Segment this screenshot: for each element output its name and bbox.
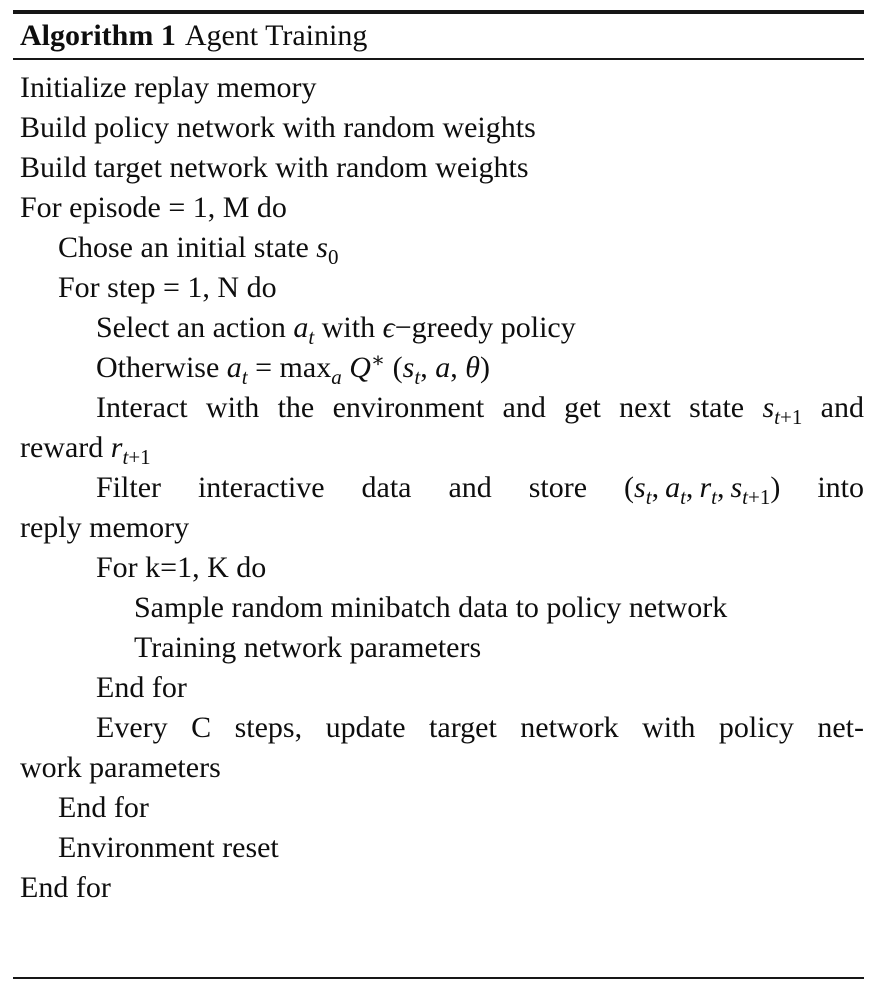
algorithm-segment: a bbox=[331, 365, 342, 389]
algorithm-segment: ϵ bbox=[382, 311, 395, 344]
algorithm-segment: = max bbox=[247, 351, 332, 384]
algorithm-line bbox=[13, 348, 864, 388]
algorithm-segment: reward bbox=[20, 431, 111, 464]
algorithm-line bbox=[13, 188, 864, 228]
algorithm-segment: a bbox=[435, 351, 451, 384]
algorithm-line bbox=[13, 68, 864, 108]
algorithm-segment: ) into bbox=[770, 471, 864, 504]
algorithm-segment: Q bbox=[349, 351, 371, 384]
algorithm-segment: s bbox=[762, 391, 775, 424]
algorithm-segment: For episode = 1, M do bbox=[20, 191, 287, 224]
algorithm-segment: , bbox=[420, 351, 436, 384]
algorithm-segment: Filter interactive data and store ( bbox=[96, 471, 635, 504]
algorithm-segment: reply memory bbox=[20, 511, 190, 544]
algorithm-segment: Training network parameters bbox=[134, 631, 482, 664]
algorithm-line bbox=[13, 628, 864, 668]
algorithm-segment: −greedy policy bbox=[394, 311, 576, 344]
bottom-rule bbox=[13, 977, 864, 979]
algorithm-segment: ∗ bbox=[370, 348, 386, 372]
algorithm-label: Algorithm 1 bbox=[20, 19, 176, 52]
algorithm-segment: and bbox=[802, 391, 864, 424]
algorithm-segment: For k=1, K do bbox=[96, 551, 267, 584]
algorithm-segment: s bbox=[730, 471, 743, 504]
algorithm-segment: Every C steps, update target network with policy net- bbox=[96, 711, 864, 744]
algorithm-segment: , bbox=[685, 471, 700, 504]
algorithm-segment: t bbox=[308, 325, 315, 349]
algorithm-segment: t bbox=[742, 485, 749, 508]
algorithm-line bbox=[13, 708, 864, 748]
algorithm-line bbox=[13, 268, 864, 308]
algorithm-segment: , bbox=[450, 351, 466, 384]
algorithm-line bbox=[13, 788, 864, 828]
algorithm-segment: Chose an initial state bbox=[58, 231, 317, 264]
algorithm-segment: t bbox=[645, 485, 652, 508]
algorithm-line bbox=[13, 468, 864, 508]
algorithm-segment: with bbox=[314, 311, 383, 344]
algorithm-segment: ) bbox=[479, 351, 490, 384]
algorithm-segment: For step = 1, N do bbox=[58, 271, 277, 304]
algorithm-segment: t bbox=[774, 405, 780, 428]
algorithm-segment: ( bbox=[385, 351, 403, 384]
algorithm-segment: , bbox=[651, 471, 666, 504]
algorithm-line bbox=[13, 428, 864, 468]
algorithm-segment: Select an action bbox=[96, 311, 294, 344]
algorithm-line bbox=[13, 148, 864, 188]
algorithm-segment: s bbox=[316, 231, 328, 264]
algorithm-line bbox=[13, 308, 864, 348]
algorithm-segment: End for bbox=[58, 791, 149, 824]
algorithm-segment: t bbox=[414, 365, 421, 389]
algorithm-segment: Sample random minibatch data to policy network bbox=[134, 591, 728, 624]
algorithm-segment: a bbox=[665, 471, 681, 504]
algorithm-line bbox=[13, 228, 864, 268]
algorithm-segment: Initialize replay memory bbox=[20, 71, 317, 104]
algorithm-segment: , bbox=[716, 471, 731, 504]
algorithm-line bbox=[13, 588, 864, 628]
algorithm-segment: r bbox=[110, 431, 123, 464]
algorithm-line bbox=[13, 828, 864, 868]
algorithm-body bbox=[13, 60, 864, 908]
algorithm-segment: t bbox=[241, 365, 248, 389]
algorithm-segment: s bbox=[402, 351, 415, 384]
algorithm-line bbox=[13, 748, 864, 788]
algorithm-segment: Build target network with random weights bbox=[20, 151, 529, 184]
algorithm-segment: +1 bbox=[748, 485, 771, 508]
algorithm-segment: a bbox=[293, 311, 309, 344]
algorithm-line bbox=[13, 108, 864, 148]
algorithm-line bbox=[13, 868, 864, 908]
algorithm-segment: r bbox=[699, 471, 712, 504]
algorithm-segment: t bbox=[122, 445, 129, 469]
algorithm-segment: +1 bbox=[779, 405, 803, 428]
algorithm-segment: Environment reset bbox=[58, 831, 279, 864]
algorithm-segment: Interact with the environment and get next state bbox=[96, 391, 763, 424]
algorithm-segment: a bbox=[226, 351, 242, 384]
algorithm-segment: Build policy network with random weights bbox=[20, 111, 536, 144]
algorithm-title: Agent Training bbox=[184, 19, 368, 52]
algorithm-segment: +1 bbox=[128, 445, 151, 469]
algorithm-line bbox=[13, 668, 864, 708]
algorithm-header bbox=[13, 14, 864, 58]
algorithm-segment: Otherwise bbox=[96, 351, 227, 384]
algorithm-segment: s bbox=[634, 471, 646, 504]
algorithm-segment: End for bbox=[20, 871, 111, 904]
algorithm-line bbox=[13, 508, 864, 548]
algorithm-segment: t bbox=[680, 485, 686, 508]
algorithm-line bbox=[13, 548, 864, 588]
algorithm-segment: End for bbox=[96, 671, 187, 704]
algorithm-segment: θ bbox=[465, 351, 480, 384]
algorithm-segment: work parameters bbox=[20, 751, 221, 784]
algorithm-line bbox=[13, 388, 864, 428]
algorithm-segment: t bbox=[711, 485, 717, 508]
algorithm-segment: 0 bbox=[327, 245, 339, 269]
